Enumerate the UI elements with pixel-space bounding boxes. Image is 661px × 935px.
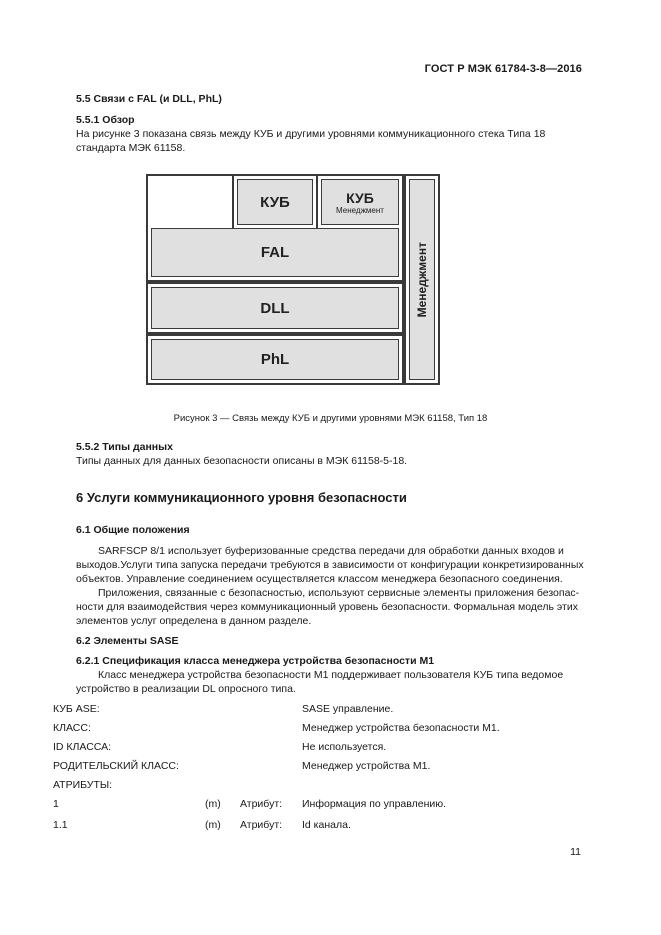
section-6-2-1-title: 6.2.1 Спецификация класса менеджера устройства безопасности М1 bbox=[76, 655, 435, 667]
attr-1-1-kind: Атрибут: bbox=[240, 819, 283, 831]
spec-para-line1: Класс менеджера устройства безопасности М1 поддерживает пользователя КУБ типа ведомое bbox=[98, 669, 564, 681]
dll-label: DLL bbox=[260, 299, 290, 317]
general-para1-line3: объектов. Управление соединением осуществляется классом менеджера безопасного соединения. bbox=[76, 573, 563, 585]
spec-value-class-id: Не используется. bbox=[302, 741, 387, 753]
attr-1-1-number: 1.1 bbox=[53, 819, 68, 831]
management-label: Менеджмент bbox=[415, 241, 429, 318]
figure-3-diagram bbox=[146, 174, 440, 385]
section-5-5-title: 5.5 Связи с FAL (и DLL, PhL) bbox=[76, 93, 222, 105]
spec-label-class: КЛАСС: bbox=[53, 722, 91, 734]
kub-management-sublabel: Менеджмент bbox=[336, 205, 384, 215]
attr-1-1-mandatory: (m) bbox=[205, 819, 221, 831]
attr-1-1-value: Id канала. bbox=[302, 819, 351, 831]
kub-label: КУБ bbox=[260, 193, 290, 211]
general-para2-line1: Приложения, связанные с безопасностью, используют сервисные элементы приложения безопас- bbox=[98, 587, 580, 599]
spec-para-line2: устройство в реализации DL опросного типа. bbox=[76, 683, 296, 695]
dll-box bbox=[146, 282, 404, 334]
overview-para-line2: стандарта МЭК 61158. bbox=[76, 142, 186, 154]
fal-label: FAL bbox=[260, 244, 290, 261]
attr-1-number: 1 bbox=[53, 798, 59, 810]
spec-label-parent-class: РОДИТЕЛЬСКИЙ КЛАСС: bbox=[53, 760, 179, 772]
fal-box bbox=[146, 228, 404, 282]
general-para2-line2: ности для взаимодействия через коммуникационный уровень безопасности. Формальная модель этих bbox=[76, 601, 578, 613]
attr-1-kind: Атрибут: bbox=[240, 798, 283, 810]
general-para2-line3: элементов услуг определена в данном разделе. bbox=[76, 615, 312, 627]
spec-label-ase: КУБ ASE: bbox=[53, 703, 100, 715]
phl-label: PhL bbox=[260, 351, 290, 368]
empty-corner-box bbox=[146, 174, 234, 230]
data-types-text: Типы данных для данных безопасности описаны в МЭК 61158-5-18. bbox=[76, 455, 408, 467]
spec-value-class: Менеджер устройства безопасности М1. bbox=[302, 722, 500, 734]
kub-management-label: КУБ bbox=[346, 189, 374, 206]
overview-para-line1: На рисунке 3 показана связь между КУБ и другими уровнями коммуникационного стека Типа 18 bbox=[76, 128, 546, 140]
attr-1-value: Информация по управлению. bbox=[302, 798, 447, 810]
section-6-1-title: 6.1 Общие положения bbox=[76, 524, 190, 536]
section-6-title: 6 Услуги коммуникационного уровня безопасности bbox=[76, 490, 407, 505]
phl-box bbox=[146, 334, 404, 385]
kub-management-box bbox=[316, 174, 404, 230]
standard-header: ГОСТ Р МЭК 61784-3-8—2016 bbox=[424, 63, 582, 75]
page-number: 11 bbox=[570, 846, 581, 858]
kub-box bbox=[232, 174, 318, 230]
spec-value-parent-class: Менеджер устройства М1. bbox=[302, 760, 431, 772]
figure-caption: Рисунок 3 — Связь между КУБ и другими уровнями МЭК 61158, Тип 18 bbox=[173, 413, 488, 424]
management-box bbox=[404, 174, 440, 385]
general-para1-line2: выходов.Услуги типа запуска передачи требуются в зависимости от конфигурации конкретизированных bbox=[76, 559, 584, 571]
spec-label-attributes: АТРИБУТЫ: bbox=[53, 779, 113, 791]
section-5-5-2-title: 5.5.2 Типы данных bbox=[76, 441, 173, 453]
section-6-2-title: 6.2 Элементы SASE bbox=[76, 635, 179, 647]
section-5-5-1-title: 5.5.1 Обзор bbox=[76, 114, 135, 126]
attr-1-mandatory: (m) bbox=[205, 798, 221, 810]
spec-label-class-id: ID КЛАССА: bbox=[53, 741, 112, 753]
general-para1-line1: SARFSCP 8/1 использует буферизованные средства передачи для обработки данных входов и bbox=[98, 545, 564, 557]
spec-value-ase: SASE управление. bbox=[302, 703, 394, 715]
